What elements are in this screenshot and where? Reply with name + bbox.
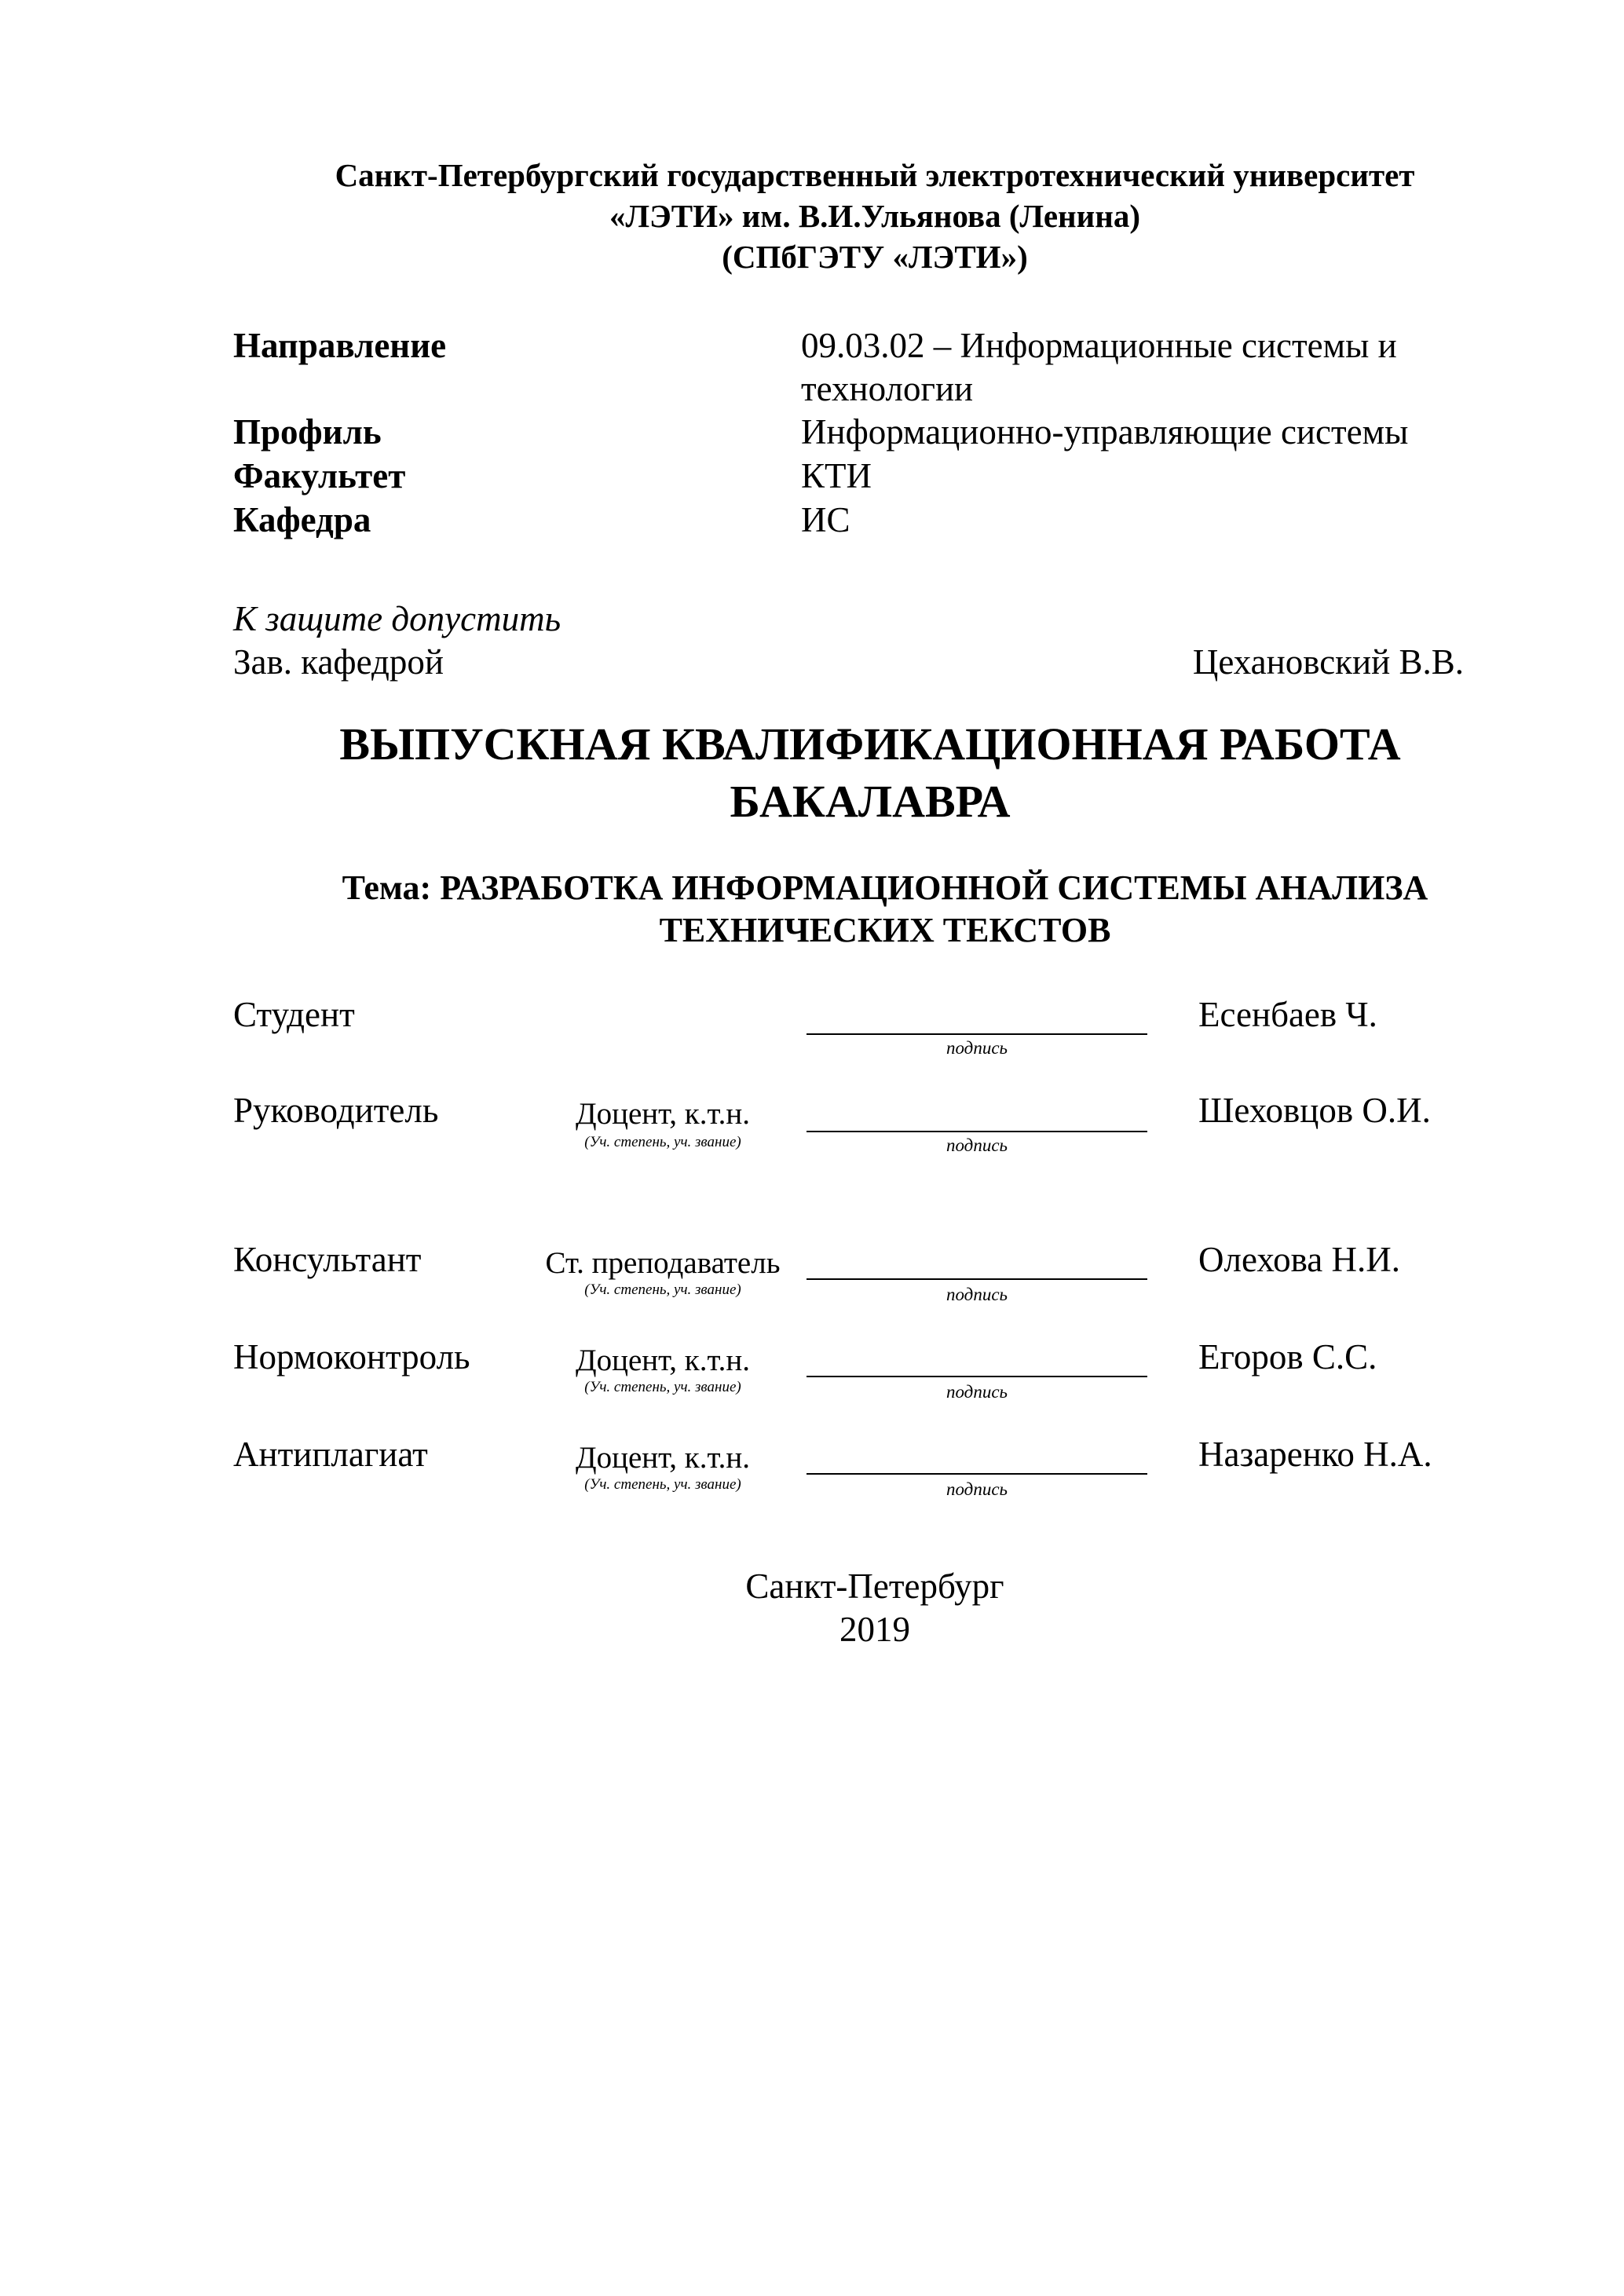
signature-degree-hint: (Уч. степень, уч. звание) [584, 1134, 741, 1150]
department-label: Кафедра [233, 500, 371, 539]
direction-value-cont: технологии [801, 369, 974, 408]
signature-role: Нормоконтроль [233, 1337, 470, 1377]
university-abbreviation: (СПбГЭТУ «ЛЭТИ») [722, 239, 1028, 275]
signature-name: Шеховцов О.И. [1198, 1091, 1431, 1130]
footer-city: Санкт-Петербург [745, 1567, 1004, 1606]
work-title-line1: ВЫПУСКНАЯ КВАЛИФИКАЦИОННАЯ РАБОТА [339, 718, 1401, 770]
signature-role: Консультант [233, 1240, 422, 1279]
university-name-line2: «ЛЭТИ» им. В.И.Ульянова (Ленина) [609, 198, 1141, 234]
signature-degree-hint: (Уч. степень, уч. звание) [584, 1379, 741, 1395]
signature-hint: подпись [946, 1382, 1008, 1402]
footer-year: 2019 [839, 1610, 910, 1649]
signature-line [807, 1473, 1147, 1475]
head-of-department-label: Зав. кафедрой [233, 642, 444, 682]
signature-name: Олехова Н.И. [1198, 1240, 1400, 1279]
signature-hint: подпись [946, 1038, 1008, 1058]
signature-role: Антиплагиат [233, 1435, 428, 1474]
signature-degree-hint: (Уч. степень, уч. звание) [584, 1476, 741, 1493]
profile-value: Информационно-управляющие системы [801, 412, 1409, 452]
work-title-line2: БАКАЛАВРА [730, 776, 1011, 827]
faculty-label: Факультет [233, 456, 406, 495]
direction-label: Направление [233, 326, 447, 365]
signature-line [807, 1278, 1147, 1280]
topic-line1: Тема: РАЗРАБОТКА ИНФОРМАЦИОННОЙ СИСТЕМЫ АНАЛИЗА [342, 868, 1428, 907]
signature-degree: Доцент, к.т.н. [576, 1344, 750, 1377]
signature-line [807, 1033, 1147, 1035]
university-name-line1: Санкт-Петербургский государственный электротехнический университет [335, 157, 1415, 193]
signature-degree: Ст. преподаватель [545, 1246, 781, 1280]
signature-hint: подпись [946, 1479, 1008, 1499]
admission-text: К защите допустить [233, 599, 561, 638]
topic-line2: ТЕХНИЧЕСКИХ ТЕКСТОВ [659, 911, 1111, 949]
signature-hint: подпись [946, 1135, 1008, 1155]
signature-degree: Доцент, к.т.н. [576, 1097, 750, 1131]
signature-line [807, 1376, 1147, 1377]
faculty-value: КТИ [801, 456, 872, 495]
signature-hint: подпись [946, 1285, 1008, 1304]
profile-label: Профиль [233, 412, 382, 452]
direction-value: 09.03.02 – Информационные системы и [801, 326, 1397, 365]
signature-name: Назаренко Н.А. [1198, 1435, 1432, 1474]
signature-line [807, 1131, 1147, 1132]
signature-role: Руководитель [233, 1091, 439, 1130]
head-of-department-name: Цехановский В.В. [1192, 642, 1464, 682]
department-value: ИС [801, 500, 850, 539]
signature-degree: Доцент, к.т.н. [576, 1441, 750, 1475]
signature-name: Есенбаев Ч. [1198, 995, 1377, 1034]
signature-role: Студент [233, 995, 355, 1034]
signature-name: Егоров С.С. [1198, 1337, 1377, 1377]
signature-degree-hint: (Уч. степень, уч. звание) [584, 1281, 741, 1298]
